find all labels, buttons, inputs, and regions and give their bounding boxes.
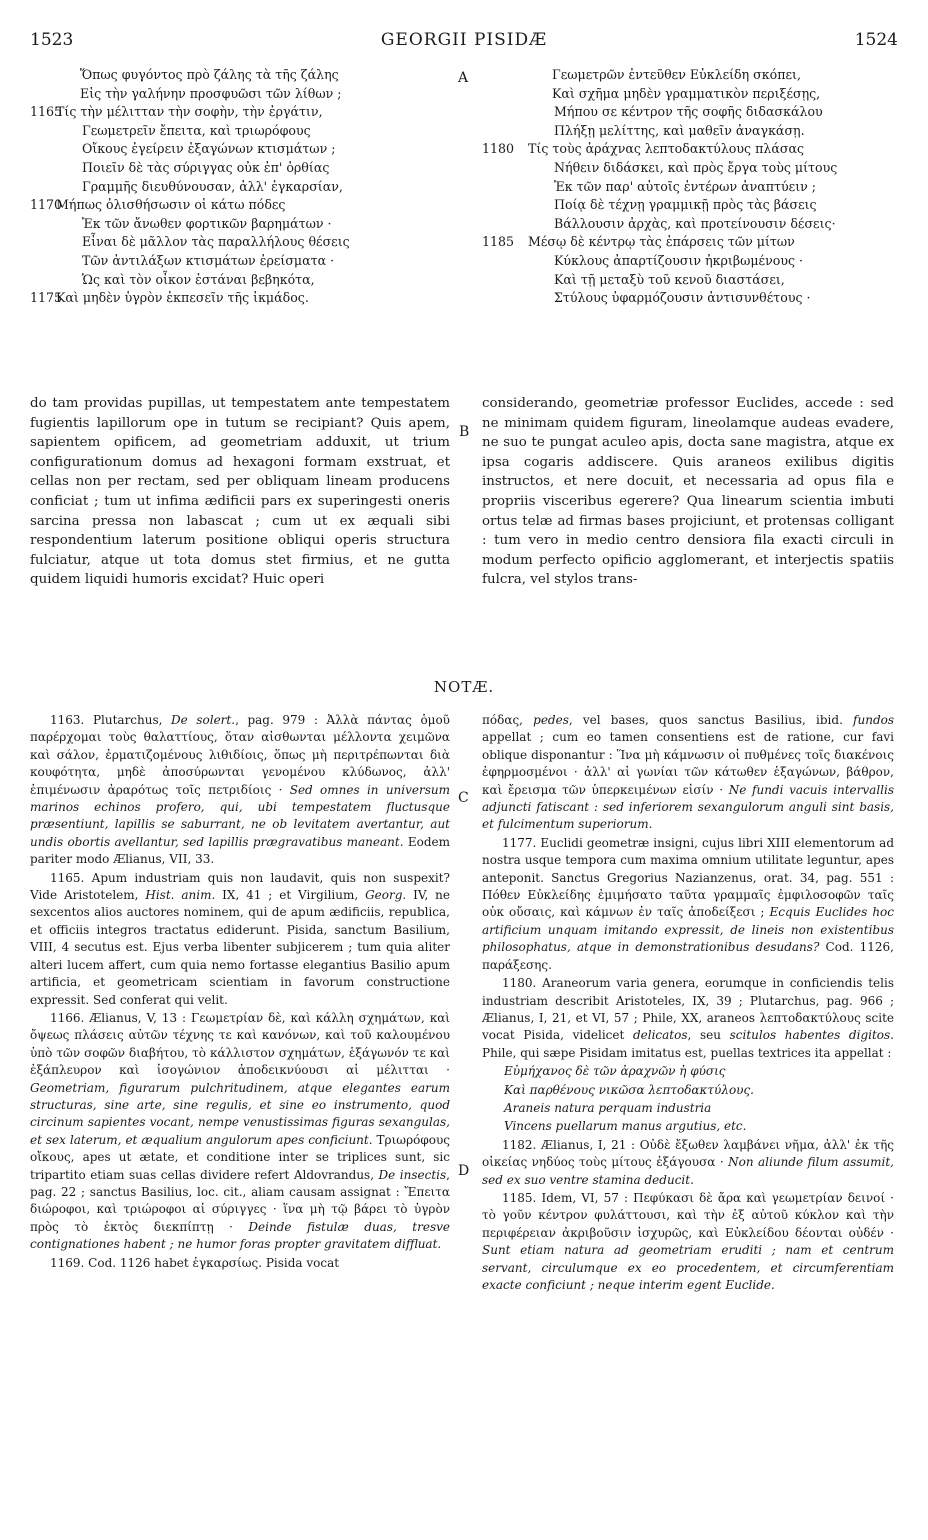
verse-line-text: Στύλους ὑφαρμόζουσιν ἀντισυνθέτους · [554, 290, 811, 306]
verse-line-text: Ἐκ τῶν παρ' αὐτοῖς ἐντέρων ἀναπτύειν ; [554, 178, 817, 194]
verse-line-text: Εἶναι δὲ μᾶλλον τὰς παραλλήλους θέσεις [82, 234, 350, 250]
latin-paragraph: considerando, geometriæ professor Euclides, accede : sed ne minimam quidem figuram, lineolamque audeas evadere, ne suo te pungat aculeo apis, docta sane magistra, atque ex ipsa cogaris addiscere. Quis araneos exilibus digitis instructos, et nere docuit, et necessaria ad opus fila e propriis visceribus egerere? Qua linearum scientia imbuti ortus telæ ad firmas bases projiciunt, et protensas colligant : tum vero in medio centro densiora fila exacti circuli in modum perfecto opificio agglomerant, et interjectis spatiis fulcra, vel stylos trans- [482, 396, 894, 588]
note-italic-text: Εὐμήχανος δὲ τῶν ἀραχνῶν ἡ φύσις [504, 1064, 726, 1079]
note-text: 1169. Cod. 1126 habet ἐγκαρσίως. Pisida vocat [50, 1255, 340, 1270]
note-text: Τριωρόφους οἴκους, apes ut ætate, et conditione inter se triplices sunt, sic tripartito etiam suas cellas dividere refert Aldovrandus, [30, 1132, 450, 1182]
verse-line-text: Μήπως ὀλισθήσωσιν οἱ κάτω πόδες [56, 197, 286, 213]
note-text: 1165. Apum industriam quis non laudavit, quis non suspexit? Vide Aristotelem, [30, 870, 450, 903]
running-title: GEORGII PISIDÆ [380, 30, 548, 50]
note-italic-text: Georg. [365, 888, 407, 903]
verse-line [30, 271, 450, 290]
verse-line [30, 66, 450, 85]
note-text: Cod. 1126, παράξεσης. [482, 940, 894, 972]
verse-line [30, 289, 450, 308]
note-paragraph [482, 835, 894, 974]
verse-line [30, 140, 450, 159]
verse-line [482, 66, 902, 85]
note-italic-text: De solert. [171, 713, 236, 727]
note-text: appellat ; cum eo tamen consentiens est de ratione, cur favi oblique disponantur : Ἵνα μὴ κάμνωσιν οἱ πυθμένες τοῖς διακένοις ἐφηρμοσμένοι · ἀλλ' αἱ γωνίαι τῶν κάτωθεν ἑξαγώνων, βάθρον, καὶ ἔρεισμα τῶν ὑπερκειμένων εἰσίν · [482, 730, 894, 797]
note-paragraph [30, 1010, 450, 1254]
verse-line-text: Τίς τοὺς ἀράχνας λεπτοδακτύλους πλάσας [528, 141, 805, 157]
note-text: , seu [687, 1028, 730, 1043]
verse-line-text: Νήθειν διδάσκει, καὶ πρὸς ἔργα τοὺς μίτους [554, 159, 838, 175]
verse-line [30, 103, 450, 122]
note-text: IX, 41 ; et Virgilium, [215, 888, 366, 903]
verse-line [30, 196, 450, 215]
verse-line-number: 1175 [30, 290, 63, 306]
verse-line-text: Τίς τὴν μέλιτταν τὴν σοφὴν, τὴν ἐργάτιν, [56, 104, 323, 120]
verse-line [30, 233, 450, 252]
note-italic-text: Sed omnes in universum marinos echinos profero, qui, ubi tempestatem fluctusque præsentiunt, lapillis se saburrant, ne ob levitatem avertantur, aut undis obortis avellantur, sed lapillis prægravatibus maneant. [30, 782, 450, 849]
note-text: 1166. Ælianus, V, 13 : Γεωμετρίαν δὲ, καὶ κάλλη σχημάτων, καὶ ὄψεως πλάσεις αὐτῶν τέχνης τε καὶ κανόνων, καὶ τοῦ καλουμένου ὑπὸ τῶν σοφῶν διαβήτου, τὸ κάλλιστον σχημάτων, ἑξάγωνόν τε καὶ ἐξάπλευρον καὶ ἰσογώνιον ἀποδεικνύουσι αἱ μέλιτται · [30, 1010, 450, 1078]
note-italic-text: Deinde fistulæ duas, tresve contignationes habent ; ne humor foras propter gravitatem diffluat. [30, 1219, 450, 1252]
latin-paragraph: do tam providas pupillas, ut tempestatem ante tempestatem fugientis lapillorum ope in tutum se recipiant? Quis apem, sapientem opificem, ad geometriam adduxit, ut trium configurationum domus ad hexagoni formam exstruat, et cellas non per rectam, sed per obliquam lineam producens conficiat ; tum ut infima ædificii pars ex superingesti oneris sarcina pressa non labascat ; cum ut ex æquali sibi respondentium laterum positione obliqui operis structura fulciatur, atque ut tota domus stet firmius, et ne gutta quidem liquidi humoris excidat? Huic operi [30, 396, 450, 588]
notes-column-right [482, 712, 894, 1295]
note-italic-text: Καὶ παρθένους νικῶσα λεπτοδακτύλους. [504, 1082, 754, 1097]
verse-line-text: Μέσῳ δὲ κέντρῳ τὰς ἐπάρσεις τῶν μίτων [528, 234, 795, 250]
note-italic-text: pedes [533, 713, 569, 727]
verse-line [30, 122, 450, 141]
note-italic-text: Vincens puellarum manus argutius, etc. [504, 1119, 747, 1134]
note-italic-text: delicatos [632, 1028, 688, 1043]
verse-line-text: Οἴκους ἐγείρειν ἑξαγώνων κτισμάτων ; [82, 141, 336, 157]
note-paragraph [482, 975, 894, 1062]
verse-line-text: Τῶν ἀντιλάξων κτισμάτων ἐρείσματα · [82, 252, 335, 268]
note-text: 1182. Ælianus, I, 21 : Οὐδὲ ἔξωθεν λαμβάνει νῆμα, ἀλλ' ἐκ τῆς οἰκείας νηδύος τοὺς μίτους ἐξάγουσα · [482, 1137, 894, 1170]
quoted-verse-line [482, 1100, 894, 1117]
verse-line-text: Γραμμῆς διευθύνουσαν, ἀλλ' ἐγκαρσίαν, [82, 178, 343, 194]
verse-line-number: 1185 [482, 234, 515, 250]
verse-line-text: Βάλλουσιν ἀρχὰς, καὶ προτείνουσιν δέσεις· [554, 215, 836, 231]
running-header [30, 30, 898, 54]
verse-line [482, 140, 902, 159]
verse-line-number: 1170 [30, 197, 63, 213]
note-italic-text: Geometriam, figurarum pulchritudinem, atque elegantes earum structuras, sine arte, sine regulis, et sine eo instrumento, quod circinum sapientes vocant, nempe venustissimas figuras sexangulas, et sex laterum, et æqualium angulorum apes conficiunt. [30, 1080, 450, 1147]
verse-line [30, 85, 450, 104]
verse-line-text: Εἰς τὴν γαλήνην προσφυῶσι τῶν λίθων ; [80, 85, 342, 101]
verse-line [482, 215, 902, 234]
latin-translation-left [30, 394, 450, 590]
page-number-left: 1523 [30, 30, 74, 50]
verse-line [482, 159, 902, 178]
verse-line-text: Καὶ τῇ μεταξὺ τοῦ κενοῦ διαστάσει, [554, 271, 785, 287]
verse-line-text: Γεωμετρῶν ἐντεῦθεν Εὐκλείδη σκόπει, [552, 67, 801, 82]
verse-line-text: Καὶ μηδὲν ὑγρὸν ἐκπεσεῖν τῆς ἰκμάδος. [56, 290, 309, 306]
note-italic-text: De insectis [378, 1167, 447, 1182]
note-paragraph [30, 870, 450, 1009]
verse-line [30, 159, 450, 178]
verse-line [482, 271, 902, 290]
note-italic-text: scitulos habentes digitos [729, 1028, 891, 1043]
verse-line [482, 85, 902, 104]
note-paragraph [30, 1255, 450, 1272]
note-text: IV, ne sexcentos alios auctores nominem, qui de apum ædificiis, republica, et officiis integros tractatus ediderunt. Pisida, sanctum Basilium, VIII, 4 secutus est. Ejus verba libenter subjicerem ; tum quia aliter alteri lucem affert, cum quia nemo fortasse elegantius Basilio apum artificia, et geometricam scientiam in favorum constructione expressit. Sed conferat qui velit. [30, 888, 450, 1007]
verse-line-text: Μήπου σε κέντρον τῆς σοφῆς διδασκάλου [554, 104, 823, 120]
note-italic-text: Araneis natura perquam industria [504, 1100, 712, 1115]
page-number-right: 1524 [854, 30, 898, 50]
verse-line [482, 196, 902, 215]
margin-letter-d: D [458, 1163, 470, 1179]
note-text: πόδας, [482, 713, 534, 727]
note-paragraph [482, 1137, 894, 1189]
verse-line [482, 252, 902, 271]
margin-letter-b: B [459, 424, 470, 440]
verse-line [30, 215, 450, 234]
verse-line-text: Γεωμετρεῖν ἔπειτα, καὶ τριωρόφους [82, 122, 311, 138]
verse-line [482, 103, 902, 122]
note-italic-text: Sunt etiam natura ad geometriam eruditi ; nam et centrum servant, circulumque ex eo procedentem, et circumferentiam exacte conficiunt ; neque interim egent Euclide. [482, 1243, 894, 1292]
verse-line [30, 252, 450, 271]
note-text: 1163. Plutarchus, [50, 713, 172, 727]
verse-line-text: Κύκλους ἀπαρτίζουσιν ἠκριβωμένους · [554, 252, 804, 268]
margin-letter-c: C [458, 790, 469, 806]
latin-translation-right [482, 394, 894, 590]
note-text: Eodem pariter modo Ælianus, VII, 33. [30, 834, 450, 867]
verse-line [482, 122, 902, 141]
verse-line-text: Καὶ σχῆμα μηδὲν γραμματικὸν περιξέσῃς, [552, 85, 821, 101]
verse-line-number: 1165 [30, 104, 63, 120]
note-text: 1185. Idem, VI, 57 : Πεφύκασι δὲ ἄρα καὶ γεωμετρίαν δεινοί · τὸ γοῦν κέντρον φυλάττουσι, καὶ τὴν ἐξ αὐτοῦ κύκλον καὶ τὴν περιφέρειαν ἀκριβοῦσιν ἰσχυρῶς, καὶ Εὐκλείδου δέονται οὐδέν · [482, 1190, 894, 1240]
quoted-verse-line [482, 1118, 894, 1135]
note-italic-text: Hist. anim. [145, 888, 216, 903]
note-paragraph [482, 1190, 894, 1294]
note-text: , pag. 979 : Ἀλλὰ πάντας ὁμοῦ παρέρχομαι τοὺς θαλαττίους, ὅταν αἰσθωνται μέλλοντα χειμῶνα καὶ σάλον, ἐρματιζομένους λιθιδίοις, ὅπως μὴ περιτρέπωνται διὰ κουφότητα, μηδὲ ἀποσύρωνται γενομένου κλύδωνος, ἀλλ' ἐπιμένωσιν ἀραρότως τοῖς πετριδίοις · [30, 713, 450, 797]
verse-line-text: Ποιεῖν δὲ τὰς σύριγγας οὐκ ἐπ' ὀρθίας [82, 159, 330, 175]
note-italic-text: Ecquis Euclides hoc artificium unquam imitando expressit, de lineis non existentibus philosophatus, atque in demonstrationibus desudans? [482, 905, 894, 955]
margin-letter-a: A [458, 70, 469, 86]
notes-column-left [30, 712, 450, 1273]
verse-line-number: 1180 [482, 141, 515, 157]
verse-line [482, 178, 902, 197]
note-italic-text: fundos [853, 713, 895, 727]
quoted-verse-line [482, 1063, 894, 1080]
verse-line-text: Ὅπως φυγόντος πρὸ ζάλης τὰ τῆς ζάλης [80, 67, 339, 82]
verse-line [482, 233, 902, 252]
notes-heading: NOTÆ. [433, 678, 495, 696]
verse-line-text: Ἐκ τῶν ἄνωθεν φορτικῶν βαρημάτων · [82, 215, 332, 231]
note-paragraph [30, 712, 450, 869]
greek-verse-right [482, 66, 902, 308]
note-paragraph [482, 712, 894, 834]
note-text: , pag. 22 ; sanctus Basilius, loc. cit., aliam causam assignat : Ἔπειτα διώροφοι, καὶ τριώροφοι αἱ σύριγγες · ἵνα μὴ τῷ βάρει τὸ ὑγρὸν πρὸς τὸ ἐκτὸς διεκπίπτῃ · [30, 1167, 450, 1234]
verse-line [482, 289, 902, 308]
note-text: 1180. Araneorum varia genera, eorumque in conficiendis telis industriam describit Aristoteles, IX, 39 ; Plutarchus, pag. 966 ; Ælianus, I, 21, et VI, 57 ; Phile, XX, araneos λεπτοδακτύλους scite vocat Pisida, videlicet [482, 976, 894, 1043]
note-text: 1177. Euclidi geometræ insigni, cujus libri XIII elementorum ad nostra usque tempora cum maxima omnium utilitate leguntur, apes anteponit. Sanctus Gregorius Nazianzenus, orat. 34, pag. 551 : Πόθεν Εὐκλείδης ἐμιμήσατο ταῦτα γραμμαῖς ἐμφιλοσοφῶν ταῖς οὐκ οὔσαις, καὶ κάμνων ἐν ταῖς ἀποδείξεσι ; [482, 835, 894, 920]
note-text: . Phile, qui sæpe Pisidam imitatus est, puellas textrices ita appellat : [482, 1028, 894, 1060]
verse-line-text: Πλήξῃ μελίττης, καὶ μαθεῖν ἀναγκάσῃ. [554, 122, 805, 138]
note-text: , vel bases, quos sanctus Basilius, ibid. [568, 713, 854, 727]
note-italic-text: Ne fundi vacuis intervallis adjuncti fatiscant : sed inferiorem sexangulorum anguli sint basis, et fulcimentum superiorum. [482, 782, 894, 832]
verse-line-text: Ποίᾳ δὲ τέχνῃ γραμμικῇ πρὸς τὰς βάσεις [554, 197, 817, 213]
verse-line [30, 178, 450, 197]
quoted-verse-line [482, 1082, 894, 1099]
verse-line-text: Ὡς καὶ τὸν οἶκον ἑστάναι βεβηκότα, [82, 271, 315, 287]
note-italic-text: Non aliunde filum assumit, sed ex suo ventre stamina deducit. [482, 1155, 894, 1187]
greek-verse-left [30, 66, 450, 308]
